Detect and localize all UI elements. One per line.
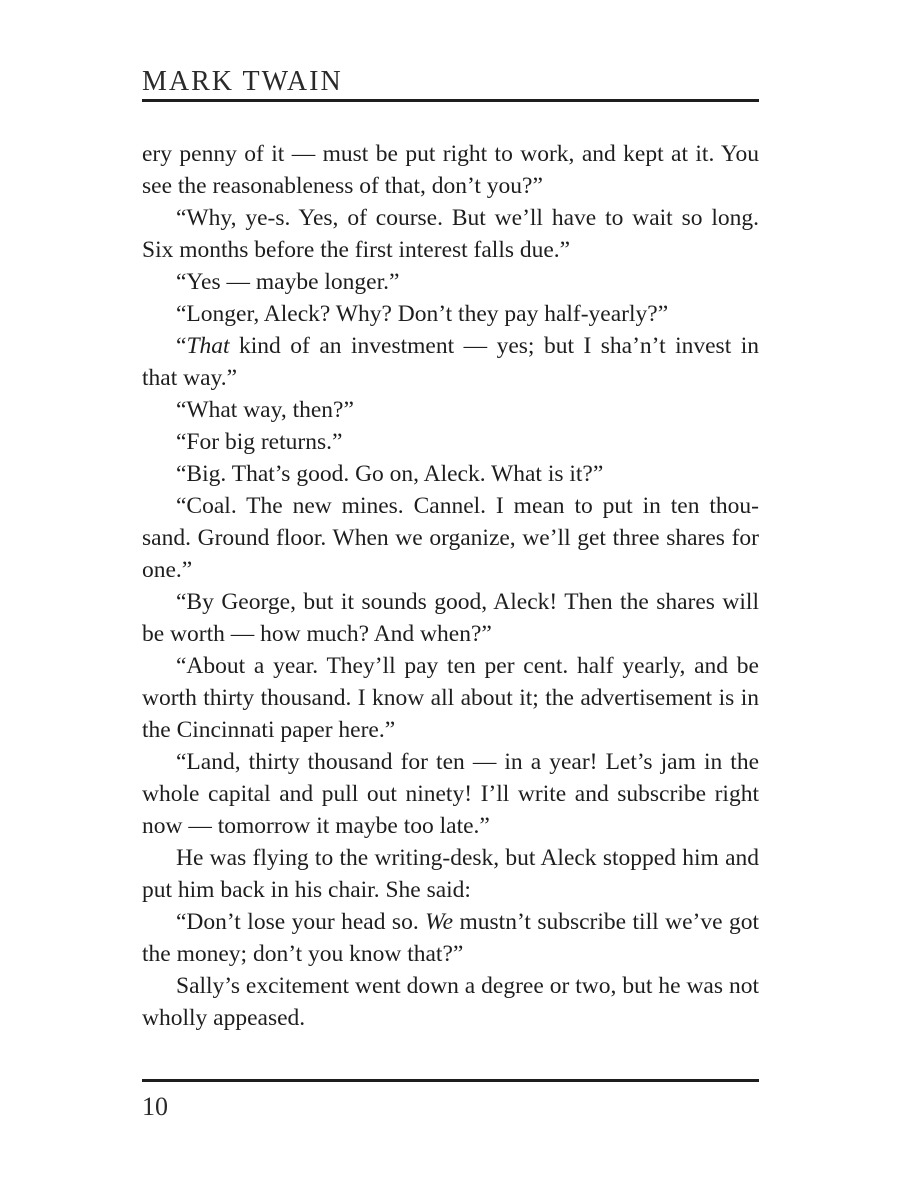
paragraph: “Big. That’s good. Go on, Aleck. What is it?”	[176, 461, 604, 487]
paragraph: “Yes — maybe longer.”	[176, 269, 400, 295]
paragraph-text: “Don’t lose your head so.	[176, 909, 426, 935]
header-rule	[142, 99, 759, 102]
paragraph	[142, 906, 759, 970]
paragraph: “By George, but it sounds good, Aleck! Then the shares will be worth — how much? And when?”	[142, 589, 759, 647]
paragraph: “About a year. They’ll pay ten per cent. half yearly, and be worth thirty thousand. I know all about it; the advertisement is in the Cincinnati paper here.”	[142, 653, 759, 743]
paragraph: He was flying to the writing-desk, but Aleck stopped him and put him back in his chair. She said:	[142, 845, 759, 903]
paragraph	[142, 330, 759, 394]
paragraph: “Why, ye-s. Yes, of course. But we’ll have to wait so long. Six months before the first interest falls due.”	[142, 205, 759, 263]
body-text	[142, 138, 759, 1034]
paragraph: “Coal. The new mines. Cannel. I mean to put in ten thou-sand. Ground floor. When we organize, we’ll get three shares for one.”	[142, 493, 759, 583]
paragraph: “What way, then?”	[176, 397, 354, 423]
italic-text: That	[186, 333, 230, 359]
paragraph: “For big returns.”	[176, 429, 343, 455]
paragraph-text: kind of an investment — yes; but I sha’n’t invest in that way.”	[142, 333, 759, 391]
paragraph-text: “	[176, 333, 187, 359]
paragraph: Sally’s excitement went down a degree or two, but he was not wholly appeased.	[142, 973, 759, 1031]
footer-rule	[142, 1079, 759, 1082]
page-number: 10	[142, 1092, 168, 1121]
paragraph: ery penny of it — must be put right to work, and kept at it. You see the reasonableness of that, don’t you?”	[142, 141, 759, 199]
italic-text: We	[425, 909, 454, 935]
running-head: MARK TWAIN	[142, 66, 343, 97]
paragraph: “Land, thirty thousand for ten — in a year! Let’s jam in the whole capital and pull out ninety! I’ll write and subscribe right now — tomorrow it maybe too late.”	[142, 749, 759, 839]
paragraph-text: mustn’t subscribe till we’ve got the money; don’t you know that?”	[142, 909, 759, 967]
book-page	[142, 0, 759, 1200]
paragraph: “Longer, Aleck? Why? Don’t they pay half-yearly?”	[176, 301, 669, 327]
